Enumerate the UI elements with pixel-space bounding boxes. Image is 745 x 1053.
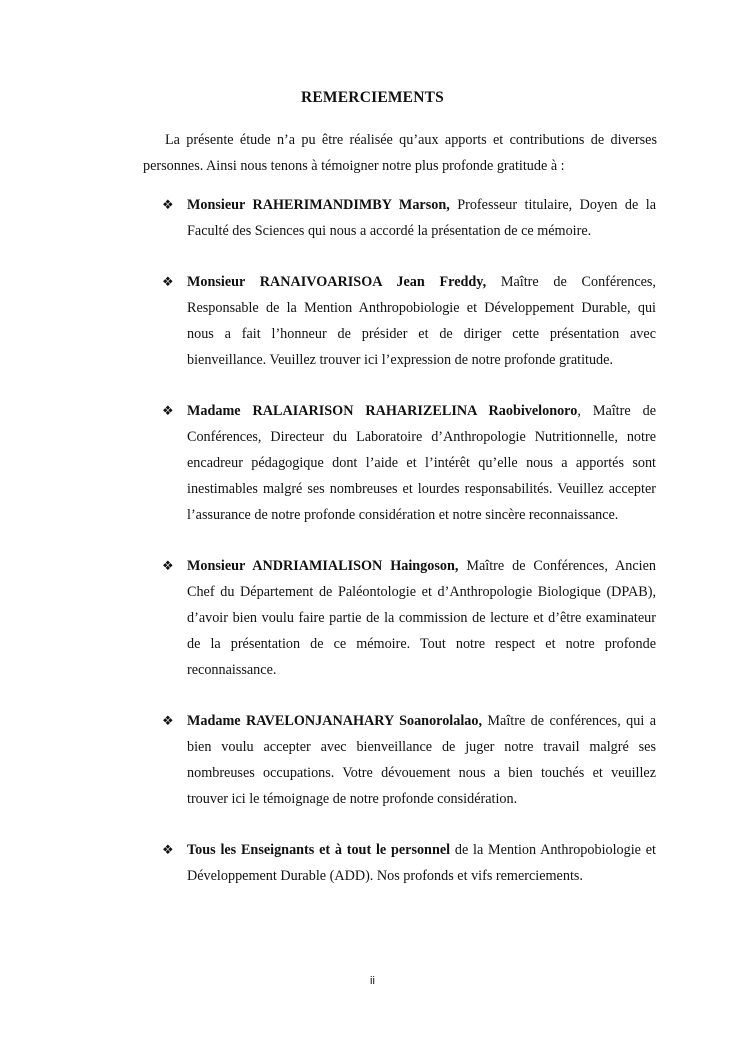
person-name: Madame RAVELONJANAHARY Soanorolalao, [187, 713, 483, 729]
list-item [162, 553, 656, 683]
list-item [162, 192, 656, 244]
person-description: Maître de conférences, qui a bien voulu accepter avec bienveillance de juger notre travail malgré ses nombreuses occupations. Votre dévouement nous a bien touchés et veuillez trouver ici le témoignage de notre profonde considération. [187, 713, 656, 807]
person-description: Maître de Conférences, Responsable de la Mention Anthropobiologie et Développement Durable, qui nous a fait l’honneur de présider et de diriger cette présentation avec bienveillance. Veuillez trouver ici l’expression de notre profonde gratitude. [187, 274, 656, 368]
person-description: Maître de Conférences, Ancien Chef du Département de Paléontologie et d’Anthropologie Biologique (DPAB), d’avoir bien voulu faire partie de la commission de lecture et d’être examinateur de la présentation de ce mémoire. Tout notre respect et notre profonde reconnaissance. [187, 558, 656, 678]
acknowledgement-list [0, 192, 745, 914]
person-name: Madame RALAIARISON RAHARIZELINA Raobivelonoro [187, 403, 578, 419]
diamond-bullet-icon: ❖ [162, 274, 174, 289]
person-description: , Maître de Conférences, Directeur du Laboratoire d’Anthropologie Nutritionnelle, notre encadreur pédagogique dont l’aide et l’intérêt qu’elle nous a apportés sont inestimables malgré ses nombreuses et lourdes responsabilités. Veuillez accepter l’assurance de notre profonde considération et notre sincère reconnaissance. [187, 403, 656, 523]
person-name: Monsieur ANDRIAMIALISON Haingoson, [187, 558, 459, 574]
list-item [162, 837, 656, 889]
group-description: de la Mention Anthropobiologie et Développement Durable (ADD). Nos profonds et vifs remerciements. [187, 842, 656, 884]
person-name: Monsieur RANAIVOARISOA Jean Freddy, [187, 274, 487, 290]
diamond-bullet-icon: ❖ [162, 403, 174, 418]
group-name: Tous les Enseignants et à tout le personnel [187, 842, 451, 858]
page-number: ii [370, 975, 375, 987]
diamond-bullet-icon: ❖ [162, 197, 174, 212]
person-description: Professeur titulaire, Doyen de la Faculté des Sciences qui nous a accordé la présentation de ce mémoire. [187, 197, 656, 239]
diamond-bullet-icon: ❖ [162, 842, 174, 857]
list-item [162, 269, 656, 373]
page-title: REMERCIEMENTS [301, 89, 444, 106]
list-item [162, 708, 656, 812]
diamond-bullet-icon: ❖ [162, 558, 174, 573]
list-item [162, 398, 656, 528]
diamond-bullet-icon: ❖ [162, 713, 174, 728]
person-name: Monsieur RAHERIMANDIMBY Marson, [187, 197, 450, 213]
intro-paragraph: La présente étude n’a pu être réalisée qu’aux apports et contributions de diverses personnes. Ainsi nous tenons à témoigner notre plus profonde gratitude à : [143, 132, 657, 174]
